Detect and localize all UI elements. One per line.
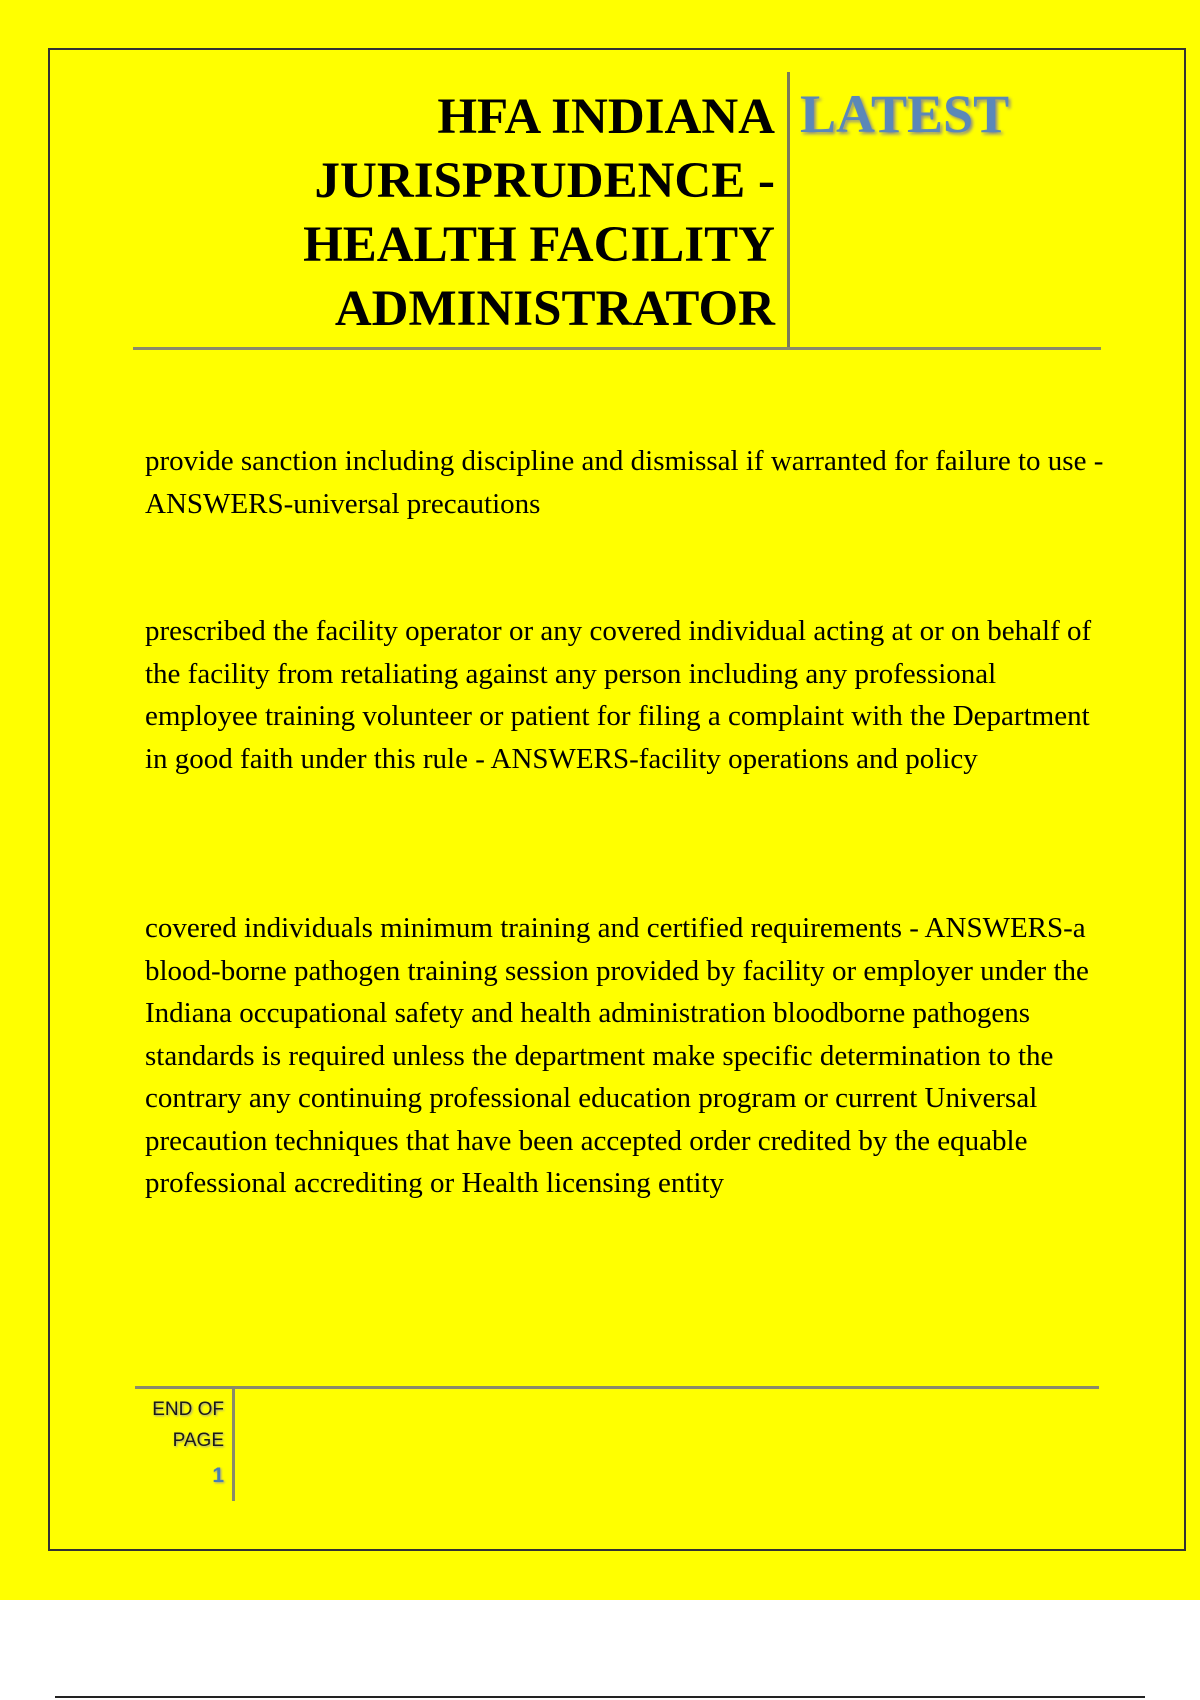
- question-answer-entry: covered individuals minimum training and certified requirements - ANSWERS-a blood-borne pathogen training session provided by facility or employer under the Indiana occupational safety and health administration bloodborne pathogens standards is required unless the department make specific determination to the contrary any continuing professional education program or current Universal precaution techniques that have been accepted order credited by the equable professional accrediting or Health licensing entity: [145, 912, 1089, 1199]
- end-of-page-label: END OF PAGE: [152, 1399, 224, 1451]
- document-title: HFA INDIANA JURISPRUDENCE - HEALTH FACILITY ADMINISTRATOR: [303, 89, 775, 337]
- header-divider: [787, 72, 790, 350]
- bottom-divider: [55, 1696, 1145, 1698]
- question-answer-entry: prescribed the facility operator or any covered individual acting at or on behalf of the facility from retaliating against any person including any professional employee training volunteer or patient for filing a complaint with the Department in good faith under this rule - ANSWERS-facility operations and policy: [145, 615, 1092, 775]
- footer-rule: [135, 1386, 1099, 1389]
- footer-divider: [232, 1389, 235, 1501]
- latest-badge: LATEST: [800, 84, 1010, 144]
- question-answer-entry: provide sanction including discipline and dismissal if warranted for failure to use - ANSWERS-universal precautions: [145, 445, 1104, 520]
- page-number: 1: [212, 1464, 224, 1487]
- header-rule: [133, 347, 1101, 350]
